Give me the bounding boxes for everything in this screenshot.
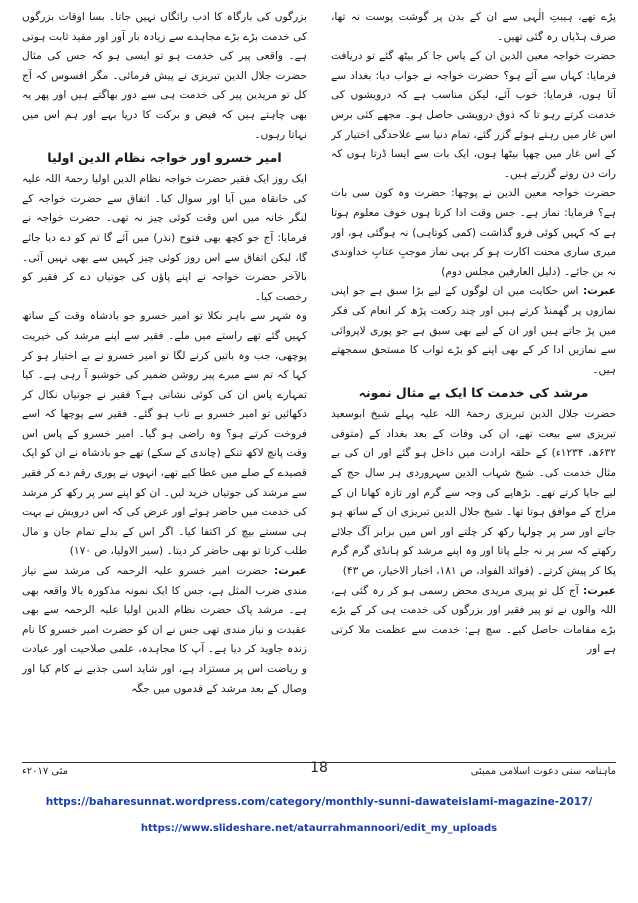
left-column bbox=[22, 8, 307, 760]
page-footer bbox=[22, 760, 616, 784]
paragraph: حضرت خواجہ معین الدین نے پوچھا: حضرت وہ کون سی بات ہے؟ فرمایا: نماز ہے۔ جس وقت ادا کرتا ہوں خوف معلوم ہوتا ہے کہ کہیں کوئی فرو گذاشت (کمی کوتاہی) نہ ہوگئی ہو، اور میری ساری محنت اکارت ہو کر یہی نماز موجبِ عتابِ خداوندی نہ بن جائے۔ (دلیل العارفین مجلس دوم) bbox=[331, 187, 616, 278]
slideshare-link[interactable]: https://www.slideshare.net/ataurrahmannoori/edit_my_uploads bbox=[140, 823, 498, 834]
lesson-label: عبرت: bbox=[273, 565, 307, 578]
right-column bbox=[331, 8, 616, 760]
lesson-text: آج کل تو پیری مریدی محض رسمی ہو کر رہ گئی ہے، اللہ والوں نے تو پیر فقیر اور بزرگوں کی خدمت ہی کر کے بڑے بڑے مقامات حاصل کیے۔ سچ ہے: خدمت سے عظمت ملا کرتی ہے اور bbox=[331, 584, 616, 656]
section-heading: مرشد کی خدمت کا ایک بے مثال نمونہ bbox=[358, 385, 589, 401]
section-heading: امیر خسرو اور خواجہ نظام الدین اولیا bbox=[47, 150, 282, 166]
paragraph: حضرت خواجہ معین الدین ان کے پاس جا کر بیٹھ گئے تو دریافت فرمایا: کہاں سے آئے ہو؟ حضرت خواجہ نے جواب دیا: بغداد سے آتا ہوں، فرمایا: خوب آئے، لیکن مناسب ہے کہ درویشوں کی خدمت کرتے رہو تا کہ ذوق درویشی حاصل ہو۔ مجھے کئی برس اس غار میں رہتے ہوئے گزر گئے، تمام دنیا سے علاحدگی اختیار کر کے اس غار میں چھپا بیٹھا ہوں، ایک بات سے ایسا ڈرتا ہوں کہ رات دن روتے گزرتے ہیں۔ bbox=[331, 50, 616, 180]
lesson-text: حضرت امیر خسرو علیہ الرحمہ کی مرشد سے نیاز مندی ضرب المثل ہے، جس کا ایک نمونہ مذکورہ بالا واقعہ بھی ہے۔ مرشد پاک حضرت نظام الدین اولیا علیہ الرحمہ سے بھی عقیدت و نیاز مندی تھی جس نے ان کو حضرت امیر خسرو کا نام زندہ جاوید کر دیا ہے۔ آپ کا مجاہدہ، علمی صلاحیت اور عبادت و ریاضت اس پر مستزاد ہے، اور شاید اسی جذبے نے کام کیا اور وصال کے بعد مرشد کے قدموں میں جگہ bbox=[22, 565, 307, 695]
paragraph: بزرگوں کی بارگاہ کا ادب رائگاں نہیں جاتا۔ بسا اوقات بزرگوں کی خدمت بڑے بڑے مجاہدے سے زیادہ بار آور اور مفید ثابت ہوتی ہے۔ واقعی پیر کی خدمت ہو تو ایسی ہو کہ جس کی مثال حضرت جلال الدین تبریزی نے پیش فرمائی۔ مگر افسوس کہ آج کل تو مریدین پیر کی خدمت ہی سے دور بھاگتے ہیں اور پھر یہ بھی چاہتے ہیں کہ فیض و برکت کا دریا بہے اور ہم اس میں نہاتا رہوں۔ bbox=[22, 11, 307, 141]
lesson-text: اس حکایت میں ان لوگوں کے لیے بڑا سبق ہے جو اپنی نمازوں پر گھمنڈ کرتے ہیں اور چند رکعت پڑھ کر انعام کی فکر میں پڑ جاتے ہیں اور ان کے لیے بھی سبق ہے جو پوری لاپروائی سے نمازیں ادا کر کے بھی اپنے کو بڑے ثواب کا مستحق سمجھتے ہیں۔ bbox=[331, 285, 616, 376]
paragraph: ایک روز ایک فقیر حضرت خواجہ نظام الدین اولیا رحمۃ اللہ علیہ کی خانقاہ میں آیا اور سوال کیا۔ اتفاق سے حضرت خواجہ کے لنگر خانہ میں اس وقت کوئی چیز نہ تھی۔ حضرت خواجہ نے فرمایا: آج جو کچھ بھی فتوح (نذر) میں آئے گا تم کو دے دیا جائے گا، لیکن اتفاق سے اس روز کوئی چیز کہیں سے بھی نہیں آئی۔ بالآخر حضرت خواجہ نے اپنے پاؤں کی جوتیاں دے کر فقیر کو رخصت کیا۔ bbox=[22, 173, 307, 303]
paragraph: وہ شہر سے باہر نکلا تو امیر خسرو جو بادشاہ وقت کے ساتھ کہیں گئے تھے راستے میں ملے۔ فقیر سے اپنے مرشد کی خیریت پوچھی، جب وہ باتیں کرنے لگا تو امیر خسرو نے بے اختیار ہو کر کہا کہ تم سے میرے پیر روشن ضمیر کی خوشبو آ رہی ہے۔ کیا تمہارے پاس ان کی کوئی نشانی ہے؟ فقیر نے جوتیاں نکال کر دکھائیں تو امیر خسرو بے تاب ہو گئے۔ فقیر سے پوچھا کہ اسے فروخت کرتے ہو؟ وہ راضی ہو گیا۔ امیر خسرو کے پاس اس وقت پانچ لاکھ تنکے (چاندی کے سکے) تھے جو بادشاہ نے ان کو ایک قصیدے کے صلے میں عطا کیے تھے، انہوں نے پوری رقم دے کر فقیر سے مرشد کی جوتیاں خرید لیں۔ ان کو اپنے سر پر رکھ کر مرشد کی خدمت میں حاضر ہوئے اور عرض کی کہ اس درویش نے بہت ہی سستے بیچ کر اکتفا کیا۔ اگر اس کے بدلے تمام جان و مال طلب کرتا تو بھی حاضر کر دیتا۔ (سیر الاولیا، ص ۱۷۰) bbox=[22, 310, 307, 558]
magazine-name: ماہنامہ سنی دعوت اسلامی ممبئی bbox=[470, 766, 616, 777]
page-number: 18 bbox=[310, 760, 328, 776]
magazine-page bbox=[22, 8, 616, 778]
lesson-label: عبرت: bbox=[582, 285, 616, 298]
blog-link[interactable]: https://baharesunnat.wordpress.com/category/monthly-sunni-dawateislami-magazine-2017/ bbox=[45, 796, 593, 808]
issue-date: مئی ۲۰۱۷ء bbox=[22, 766, 69, 777]
lesson-paragraph bbox=[331, 282, 616, 380]
lesson-paragraph bbox=[22, 562, 307, 699]
lesson-label: عبرت: bbox=[582, 584, 616, 597]
lesson-paragraph bbox=[331, 582, 616, 660]
paragraph: حضرت جلال الدین تبریزی رحمۃ اللہ علیہ پہلے شیخ ابوسعید تبریزی سے بیعت تھے، ان کی وفات کے بعد بغداد کے (متوفی ۶۳۲ھ، ۱۲۳۴ء) کے حلقہ ارادت میں داخل ہو گئے اور ان کی بے مثال خدمت کی۔ شیخ شہاب الدین سہروردی ہر سال حج کے لیے جایا کرتے تھے۔ بڑھاپے کی وجہ سے گرم اور تازہ کھانا ان کے مزاج کے موافق ہوتا تھا۔ شیخ جلال الدین تبریزی ان کے ساتھ ہو جاتے اور سر پر چولہا رکھ کر چلتے اور اس میں برابر آگ جلائے رکھتے کہ سر پر نہ جلے پاتا اور وہ اپنے مرشد کو ہانڈی گرم گرم پکا کر پیش کرتے۔ (فوائد الفواد، ص ۱۸۱، اخبار الاخیار، ص ۴۳) bbox=[331, 408, 616, 578]
paragraph: پڑے تھے، ہیبتِ الٰہی سے ان کے بدن پر گوشت پوست نہ تھا، صرف ہڈیاں رہ گئی تھیں۔ bbox=[331, 11, 616, 43]
